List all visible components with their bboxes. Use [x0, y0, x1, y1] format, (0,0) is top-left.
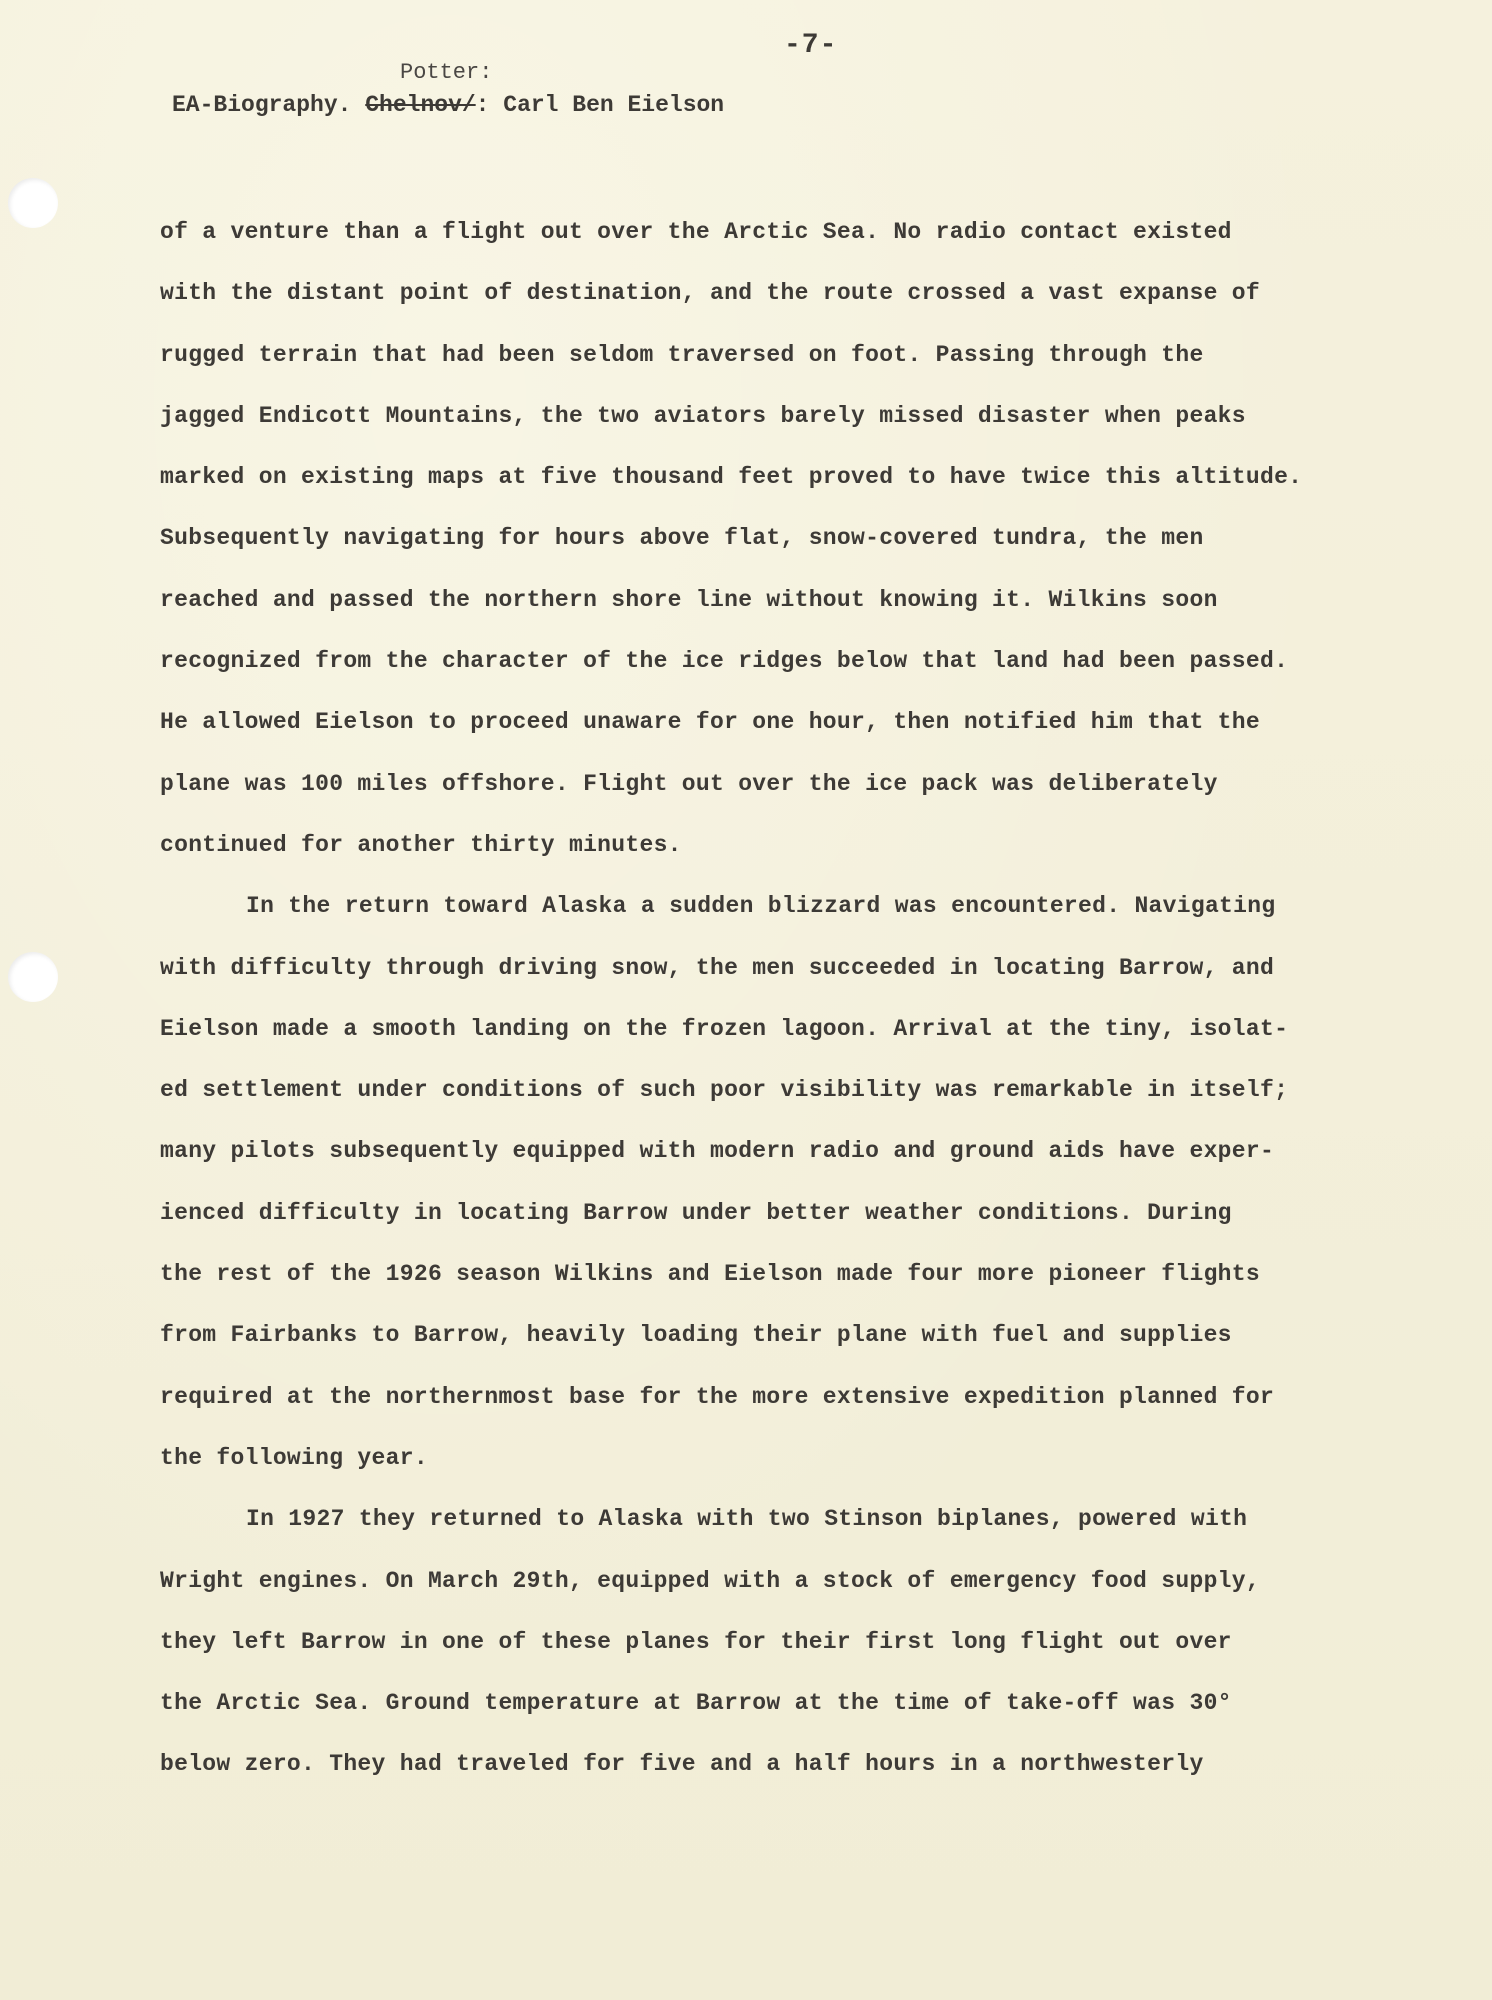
document-header [172, 92, 724, 118]
header-title: : Carl Ben Eielson [475, 92, 725, 118]
text-line: from Fairbanks to Barrow, heavily loading their plane with fuel and supplies [160, 1322, 1232, 1349]
text-line: Subsequently navigating for hours above flat, snow-covered tundra, the men [160, 525, 1204, 552]
text-line: recognized from the character of the ice ridges below that land had been passed. [160, 648, 1289, 675]
text-line: He allowed Eielson to proceed unaware for one hour, then notified him that the [160, 709, 1260, 736]
text-line: ed settlement under conditions of such poor visibility was remarkable in itself; [160, 1077, 1289, 1104]
text-line: marked on existing maps at five thousand feet proved to have twice this altitude. [160, 464, 1303, 491]
body-text [160, 214, 1410, 1808]
text-line: Wright engines. On March 29th, equipped with a stock of emergency food supply, [160, 1567, 1260, 1594]
paragraph-start-line: In 1927 they returned to Alaska with two Stinson biplanes, powered with [246, 1506, 1248, 1533]
text-line: plane was 100 miles offshore. Flight out over the ice pack was deliberately [160, 770, 1218, 797]
text-line: of a venture than a flight out over the Arctic Sea. No radio contact existed [160, 219, 1232, 245]
punch-hole-middle [8, 952, 58, 1002]
text-line: below zero. They had traveled for five and a half hours in a northwesterly [160, 1751, 1204, 1778]
text-line: the Arctic Sea. Ground temperature at Barrow at the time of take-off was 30° [160, 1690, 1232, 1717]
text-line: required at the northernmost base for the more extensive expedition planned for [160, 1383, 1275, 1410]
text-line: rugged terrain that had been seldom traversed on foot. Passing through the [160, 341, 1204, 368]
text-line: with difficulty through driving snow, the men succeeded in locating Barrow, and [160, 954, 1275, 981]
text-line: the following year. [160, 1444, 428, 1471]
punch-hole-top [8, 178, 58, 228]
text-line: Eielson made a smooth landing on the frozen lagoon. Arrival at the tiny, isolat- [160, 1015, 1289, 1042]
header-prefix: EA-Biography. [172, 92, 352, 118]
paragraph-start-line: In the return toward Alaska a sudden blizzard was encountered. Navigating [246, 893, 1276, 920]
page-number: -7- [784, 30, 838, 61]
text-line: ienced difficulty in locating Barrow under better weather conditions. During [160, 1199, 1232, 1226]
handwritten-annotation: Potter: [400, 60, 493, 85]
text-line: many pilots subsequently equipped with modern radio and ground aids have exper- [160, 1138, 1275, 1165]
text-line: they left Barrow in one of these planes for their first long flight out over [160, 1628, 1232, 1655]
text-line: reached and passed the northern shore line without knowing it. Wilkins soon [160, 586, 1218, 613]
text-line: with the distant point of destination, and the route crossed a vast expanse of [160, 280, 1260, 307]
text-line: continued for another thirty minutes. [160, 831, 682, 858]
text-line: the rest of the 1926 season Wilkins and Eielson made four more pioneer flights [160, 1261, 1260, 1288]
text-line: jagged Endicott Mountains, the two aviators barely missed disaster when peaks [160, 402, 1246, 429]
struck-name: Chelnov/ [365, 92, 476, 118]
